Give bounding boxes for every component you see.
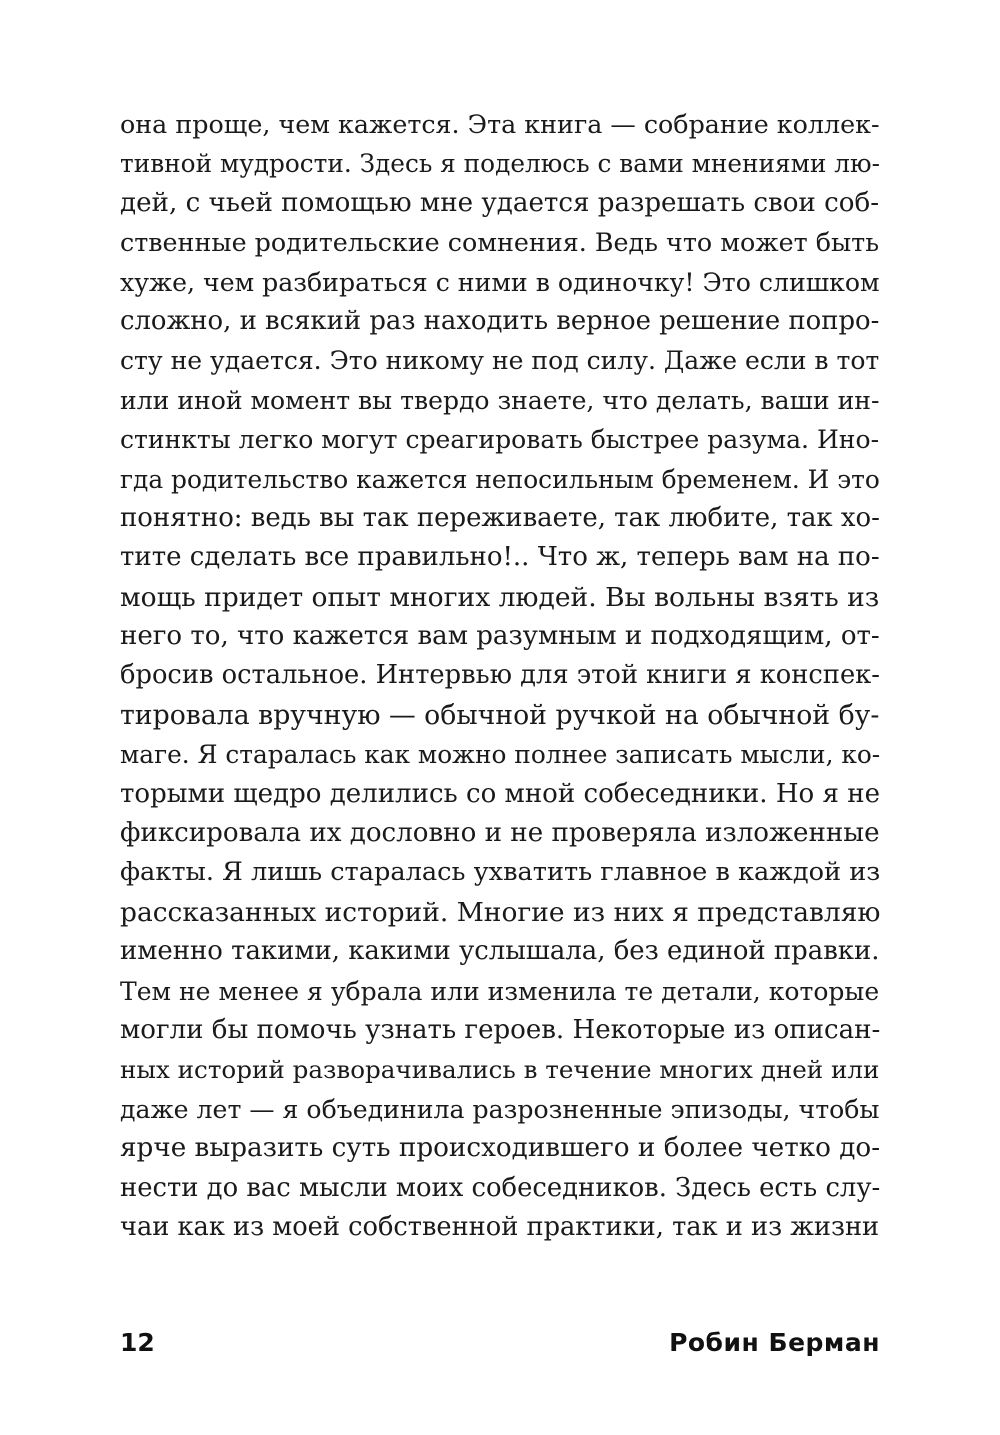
text-line: стинкты легко могут среагировать быстрее разума. Ино- bbox=[120, 425, 880, 455]
text-line: нести до вас мысли моих собеседников. Здесь есть слу- bbox=[120, 1172, 881, 1203]
text-line: сту не удается. Это никому не под силу. Даже если в тот bbox=[120, 346, 880, 376]
text-line: ственные родительские сомнения. Ведь что может быть bbox=[120, 227, 880, 258]
text-line: даже лет — я объединила разрозненные эпизоды, чтобы bbox=[120, 1094, 880, 1124]
text-line: могли бы помочь узнать героев. Некоторые из описан- bbox=[120, 1014, 881, 1045]
text-line: ных историй разворачивались в течение многих дней или bbox=[120, 1055, 880, 1085]
running-author: Робин Берман bbox=[669, 1328, 880, 1357]
text-line: понятно: ведь вы так переживаете, так любите, так хо- bbox=[120, 502, 880, 533]
text-line: Тем не менее я убрала или изменила те детали, которые bbox=[120, 976, 880, 1006]
text-line: чаи как из моей собственной практики, так и из жизни bbox=[120, 1211, 880, 1242]
text-line: бросив остальное. Интервью для этой книги я конспек- bbox=[120, 660, 880, 691]
text-line: сложно, и всякий раз находить верное решение попро- bbox=[120, 305, 880, 336]
text-line: мощь придет опыт многих людей. Вы вольны взять из bbox=[120, 581, 880, 613]
text-line: дей, с чьей помощью мне удается разрешать свои соб- bbox=[120, 187, 880, 218]
text-line: маге. Я старалась как можно полнее записать мысли, ко- bbox=[120, 740, 881, 770]
text-line: торыми щедро делились со мной собеседники. Но я не bbox=[120, 778, 880, 809]
text-line: него то, что кажется вам разумным и подходящим, от- bbox=[120, 621, 880, 652]
text-line: именно такими, какими услышала, без единой правки. bbox=[120, 936, 880, 967]
body-text bbox=[120, 105, 880, 1247]
text-line: тировала вручную — обычной ручкой на обычной бу- bbox=[120, 699, 880, 731]
page-footer bbox=[120, 1323, 880, 1363]
text-line: тивной мудрости. Здесь я поделюсь с вами мнениями лю- bbox=[120, 149, 880, 179]
text-line: или иной момент вы твердо знаете, что делать, ваши ин- bbox=[120, 385, 880, 415]
page-number: 12 bbox=[120, 1328, 155, 1357]
text-line: факты. Я лишь старалась ухватить главное в каждой из bbox=[120, 857, 881, 888]
text-line: рассказанных историй. Многие из них я представляю bbox=[120, 896, 881, 928]
text-line: она проще, чем кажется. Эта книга — собрание коллек- bbox=[120, 109, 880, 139]
text-line: хуже, чем разбираться с ними в одиночку! Это слишком bbox=[120, 267, 880, 297]
text-line: гда родительство кажется непосильным бременем. И это bbox=[120, 464, 880, 494]
text-line: тите сделать все правильно!.. Что ж, теперь вам на по- bbox=[120, 542, 880, 573]
text-line: ярче выразить суть происходившего и более четко до- bbox=[120, 1133, 881, 1164]
text-line: фиксировала их дословно и не проверяла изложенные bbox=[120, 818, 880, 849]
